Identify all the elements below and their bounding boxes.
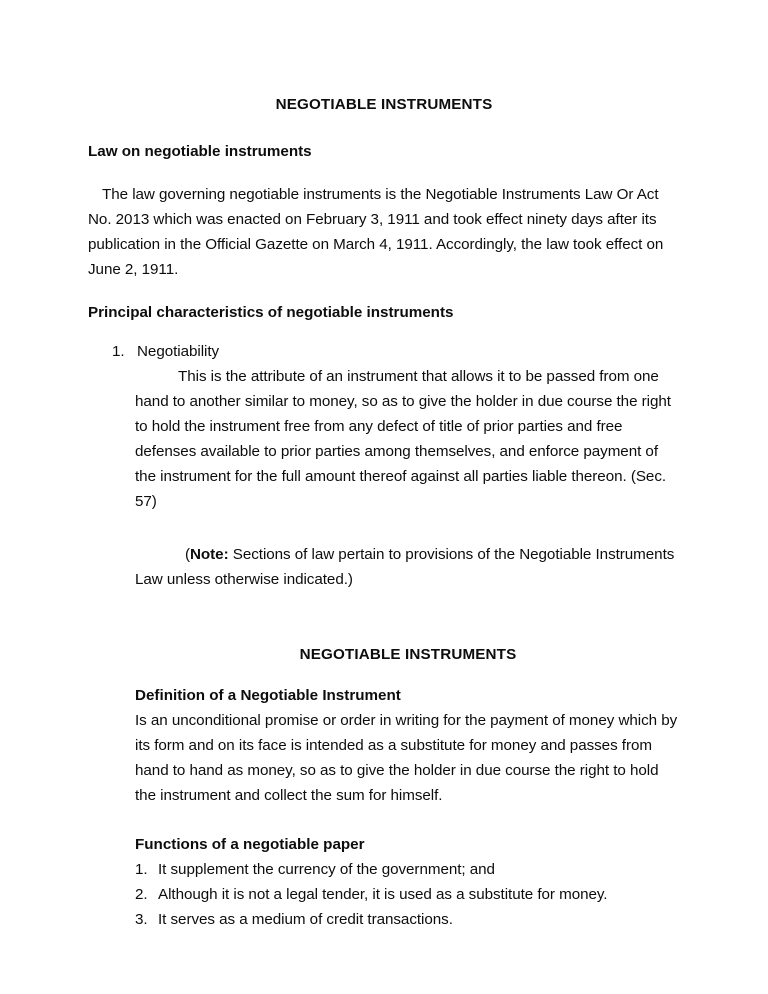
spacer	[88, 164, 680, 182]
characteristic-term: Negotiability	[137, 343, 220, 360]
note-open-paren: (	[185, 546, 191, 563]
characteristic-description: This is the attribute of an instrument that allows it to be passed from one hand to another similar to money, so as to give the holder in due course the right to hold the instrument free from any defect of title of prior parties and free defenses available to prior parties among themselves, and enforce payment of the instrument for the full amount thereof against all parties liable thereon. (Sec. 57)	[135, 368, 671, 510]
list-item-text: Although it is not a legal tender, it is used as a substitute for money.	[158, 886, 608, 903]
list-item	[88, 339, 680, 364]
law-heading: Law on negotiable instruments	[88, 143, 312, 160]
spacer	[88, 282, 680, 300]
spacer	[135, 808, 680, 832]
list-item	[135, 882, 680, 907]
spacer	[0, 667, 768, 683]
note-paragraph	[135, 542, 680, 592]
list-marker: 1.	[135, 861, 148, 878]
list-item-text: It supplement the currency of the government; and	[158, 861, 495, 878]
characteristics-list	[88, 339, 680, 364]
spacer	[88, 325, 680, 339]
list-marker: 3.	[135, 911, 148, 928]
section-one-content	[88, 139, 680, 514]
functions-list	[135, 857, 680, 932]
section-two-title: NEGOTIABLE INSTRUMENTS	[299, 646, 517, 663]
list-marker: 2.	[135, 886, 148, 903]
functions-heading: Functions of a negotiable paper	[135, 836, 365, 853]
definition-paragraph: Is an unconditional promise or order in writing for the payment of money which by its form and on its face is intended as a substitute for money and passes from hand to hand as money, so as to give the holder in due course the right to hold the instrument and collect the sum for himself.	[135, 712, 678, 804]
section-two-content	[135, 683, 680, 932]
section-one-title: NEGOTIABLE INSTRUMENTS	[275, 96, 493, 113]
spacer	[0, 514, 768, 542]
definition-heading: Definition of a Negotiable Instrument	[135, 687, 401, 704]
list-item	[135, 907, 680, 932]
characteristics-heading: Principal characteristics of negotiable instruments	[88, 304, 454, 321]
spacer	[0, 592, 768, 642]
list-item-text: It serves as a medium of credit transactions.	[158, 911, 453, 928]
law-paragraph: The law governing negotiable instruments is the Negotiable Instruments Law Or Act No. 2013 which was enacted on February 3, 1911 and took effect ninety days after its publication in the Official Gazette on March 4, 1911. Accordingly, the law took effect on June 2, 1911.	[88, 186, 664, 278]
note-text: Sections of law pertain to provisions of the Negotiable Instruments Law unless otherwise indicated.)	[135, 546, 675, 588]
list-item	[135, 857, 680, 882]
note-block	[135, 542, 680, 592]
list-marker: 1.	[112, 343, 125, 360]
spacer	[0, 117, 768, 139]
note-label: Note:	[190, 546, 229, 563]
